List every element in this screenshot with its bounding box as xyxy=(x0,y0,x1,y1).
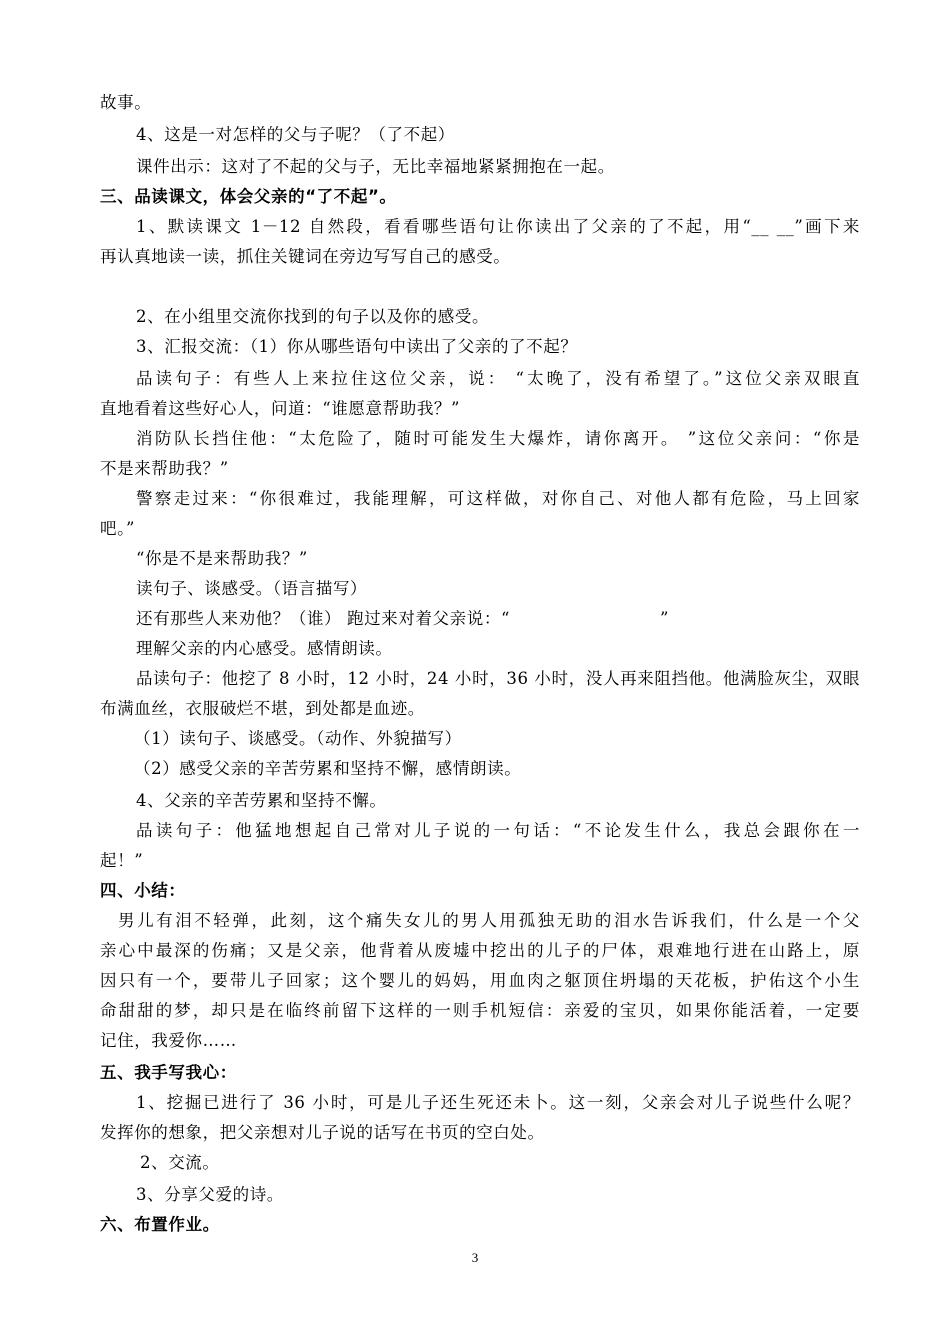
text-line: 理解父亲的内心感受。感情朗读。 xyxy=(136,639,393,658)
text-line: 再认真地读一读，抓住关键词在旁边写写自己的感受。 xyxy=(100,247,511,266)
text-line: 4、父亲的辛苦劳累和坚持不懈。 xyxy=(136,791,387,810)
text-line: 2、交流。 xyxy=(140,1153,220,1172)
section-heading: 六、布置作业。 xyxy=(100,1215,220,1234)
text-line: （2）感受父亲的辛苦劳累和坚持不懈，感情朗读。 xyxy=(134,759,522,778)
text-line: 3、分享父爱的诗。 xyxy=(136,1185,284,1204)
text-line: 消防队长挡住他：“太危险了，随时可能发生大爆炸，请你离开。 ”这位父亲问：“你是 xyxy=(136,429,860,448)
text-line: 品读句子：他挖了 8 小时，12 小时，24 小时，36 小时，没人再来阻挡他。他满脸灰尘，双眼 xyxy=(136,669,860,688)
text-line: 直地看着这些好心人，问道：“谁愿意帮助我？” xyxy=(100,399,461,418)
text-line: 3、汇报交流：（1）你从哪些语句中读出了父亲的了不起？ xyxy=(136,337,578,356)
text-line: 4、这是一对怎样的父与子呢？（了不起） xyxy=(136,125,455,144)
text-line: （1）读句子、谈感受。（动作、外貌描写） xyxy=(134,729,462,748)
page-number: 3 xyxy=(471,1250,479,1265)
text-line: 布满血丝，衣服破烂不堪，到处都是血迹。 xyxy=(100,699,425,718)
text-line: 故事。 xyxy=(100,93,152,112)
text-line: 记住，我爱你…… xyxy=(100,1031,237,1050)
text-line: 警察走过来：“你很难过，我能理解，可这样做，对你自己、对他人都有危险，马上回家 xyxy=(136,489,860,508)
text-line: 吧。” xyxy=(100,519,135,538)
text-segment: 还有那些人来劝他？（谁） 跑过来对着父亲说：“ xyxy=(136,609,510,628)
text-line: 1、默读课文 1－12 自然段，看看哪些语句让你读出了父亲的了不起，用“__ __”画下来 xyxy=(136,217,860,236)
text-line: 不是来帮助我？” xyxy=(100,459,229,478)
text-line: 命甜甜的梦，却只是在临终前留下这样的一则手机短信：亲爱的宝贝，如果你能活着，一定要 xyxy=(100,1001,860,1020)
section-heading: 五、我手写我心： xyxy=(100,1063,237,1082)
text-line: 起！” xyxy=(100,851,144,870)
text-line: “你是不是来帮助我？” xyxy=(136,549,308,568)
text-line: 亲心中最深的伤痛；又是父亲，他背着从废墟中挖出的儿子的尸体，艰难地行进在山路上，原 xyxy=(100,941,860,960)
text-segment: ” xyxy=(659,609,670,628)
text-line: 男儿有泪不轻弹，此刻，这个痛失女儿的男人用孤独无助的泪水告诉我们，什么是一个父 xyxy=(118,911,860,930)
text-line xyxy=(136,608,669,630)
text-line: 2、在小组里交流你找到的句子以及你的感受。 xyxy=(136,307,490,326)
text-line: 品读句子：他猛地想起自己常对儿子说的一句话：“不论发生什么，我总会跟你在一 xyxy=(136,821,860,840)
text-line: 课件出示：这对了不起的父与子，无比幸福地紧紧拥抱在一起。 xyxy=(136,157,615,176)
text-line: 1、挖掘已进行了 36 小时，可是儿子还生死还未卜。这一刻，父亲会对儿子说些什么呢？ xyxy=(136,1093,860,1112)
text-line: 读句子、谈感受。（语言描写） xyxy=(136,579,368,598)
text-line: 因只有一个，要带儿子回家；这个婴儿的妈妈，用血肉之躯顶住坍塌的天花板，护佑这个小生 xyxy=(100,971,860,990)
text-line: 品读句子：有些人上来拉住这位父亲，说： “太晚了，没有希望了。”这位父亲双眼直 xyxy=(136,369,860,388)
section-heading: 四、小结： xyxy=(100,881,186,900)
section-heading: 三、品读课文，体会父亲的“了不起”。 xyxy=(100,187,397,206)
text-line: 发挥你的想象，把父亲想对儿子说的话写在书页的空白处。 xyxy=(100,1123,545,1142)
